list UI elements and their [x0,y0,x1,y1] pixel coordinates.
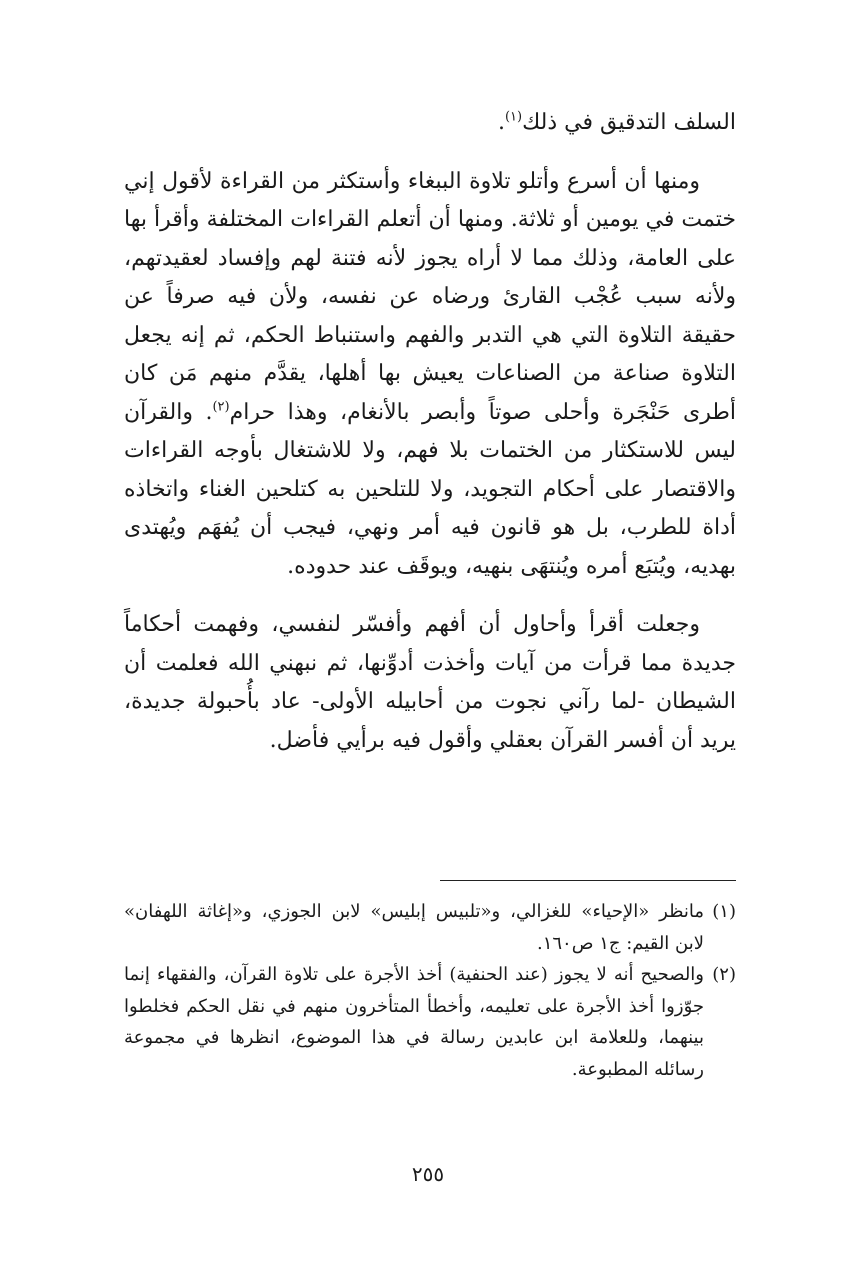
footnote-text: مانظر «الإحياء» للغزالي، و«تلبيس إبليس» لابن الجوزي، و«إغاثة اللهفان» لابن القيم: ج١ ص١٦٠. [124,901,704,954]
footnote-text: والصحيح أنه لا يجوز (عند الحنفية) أخذ الأجرة على تلاوة القرآن، والفقهاء إنما جوّزوا أخذ الأجرة على تعليمه، وأخطأ المتأخرون منهم في نقل الحكم فخلطوا بينهما، وللعلامة ابن عابدين رسالة في هذا الموضوع، انظرها في مجموعة رسائله المطبوعة. [124,964,704,1080]
paragraph-continuation [124,104,736,143]
footnote-divider [440,880,736,881]
footnote-reference-2: (٢) [212,399,230,415]
footnote-reference-1: (١) [504,109,523,125]
page-number: ٢٥٥ [411,1162,445,1186]
footnote-2 [124,959,736,1085]
footnote-number: (١) [712,901,736,922]
paragraph-interpretation [124,606,736,760]
paragraph-recitation [124,163,736,587]
paragraph-text: ومنها أن أسرع وأتلو تلاوة الببغاء وأستكثر من القراءة لأقول إني ختمت في يومين أو ثلاثة. ومنها أن أتعلم القراءات المختلفة وأقرأ بها على العامة، وذلك مما لا أراه يجوز لأنه فتنة لهم وإفساد لعقيدتهم، ولأنه سبب عُجْب القارئ ورضاه عن نفسه، ولأن فيه صرفاً عن حقيقة التلاوة التي هي التدبر والفهم واستنباط الحكم، ثم إنه يجعل التلاوة صناعة من الصناعات يعيش بها أهلها، يقدَّم منهم مَن كان أطرى حَنْجَرة وأحلى صوتاً وأبصر بالأنغام، وهذا حرام [124,168,736,425]
footnotes [124,896,736,1085]
paragraph-text: السلف التدقيق في ذلك [522,110,736,135]
footnote-1 [124,896,736,959]
paragraph-text: . والقرآن ليس للاستكثار من الختمات بلا فهم، ولا للاشتغال بأوجه القراءات والاقتصار على أحكام التجويد، ولا للتلحين به كتلحين الغناء واتخاذه أداة للطرب، بل هو قانون فيه أمر ونهي، فيجب أن يُفهَم ويُهتدى بهديه، ويُتبَع أمره ويُنتهَى بنهيه، ويوقَف عند حدوده. [124,399,736,579]
paragraph-text: وجعلت أقرأ وأحاول أن أفهم وأفسّر لنفسي، وفهمت أحكاماً جديدة مما قرأت من آيات وأخذت أدوِّنها، ثم نبهني الله فعلمت أن الشيطان -لما رآني نجوت من أحابيله الأولى- عاد بأُحبولة جديدة، يريد أن أفسر القرآن بعقلي وأقول فيه برأيي فأضل. [124,612,736,753]
paragraph-punctuation: . [497,110,505,135]
main-text [124,104,736,760]
footnote-number: (٢) [712,964,736,985]
